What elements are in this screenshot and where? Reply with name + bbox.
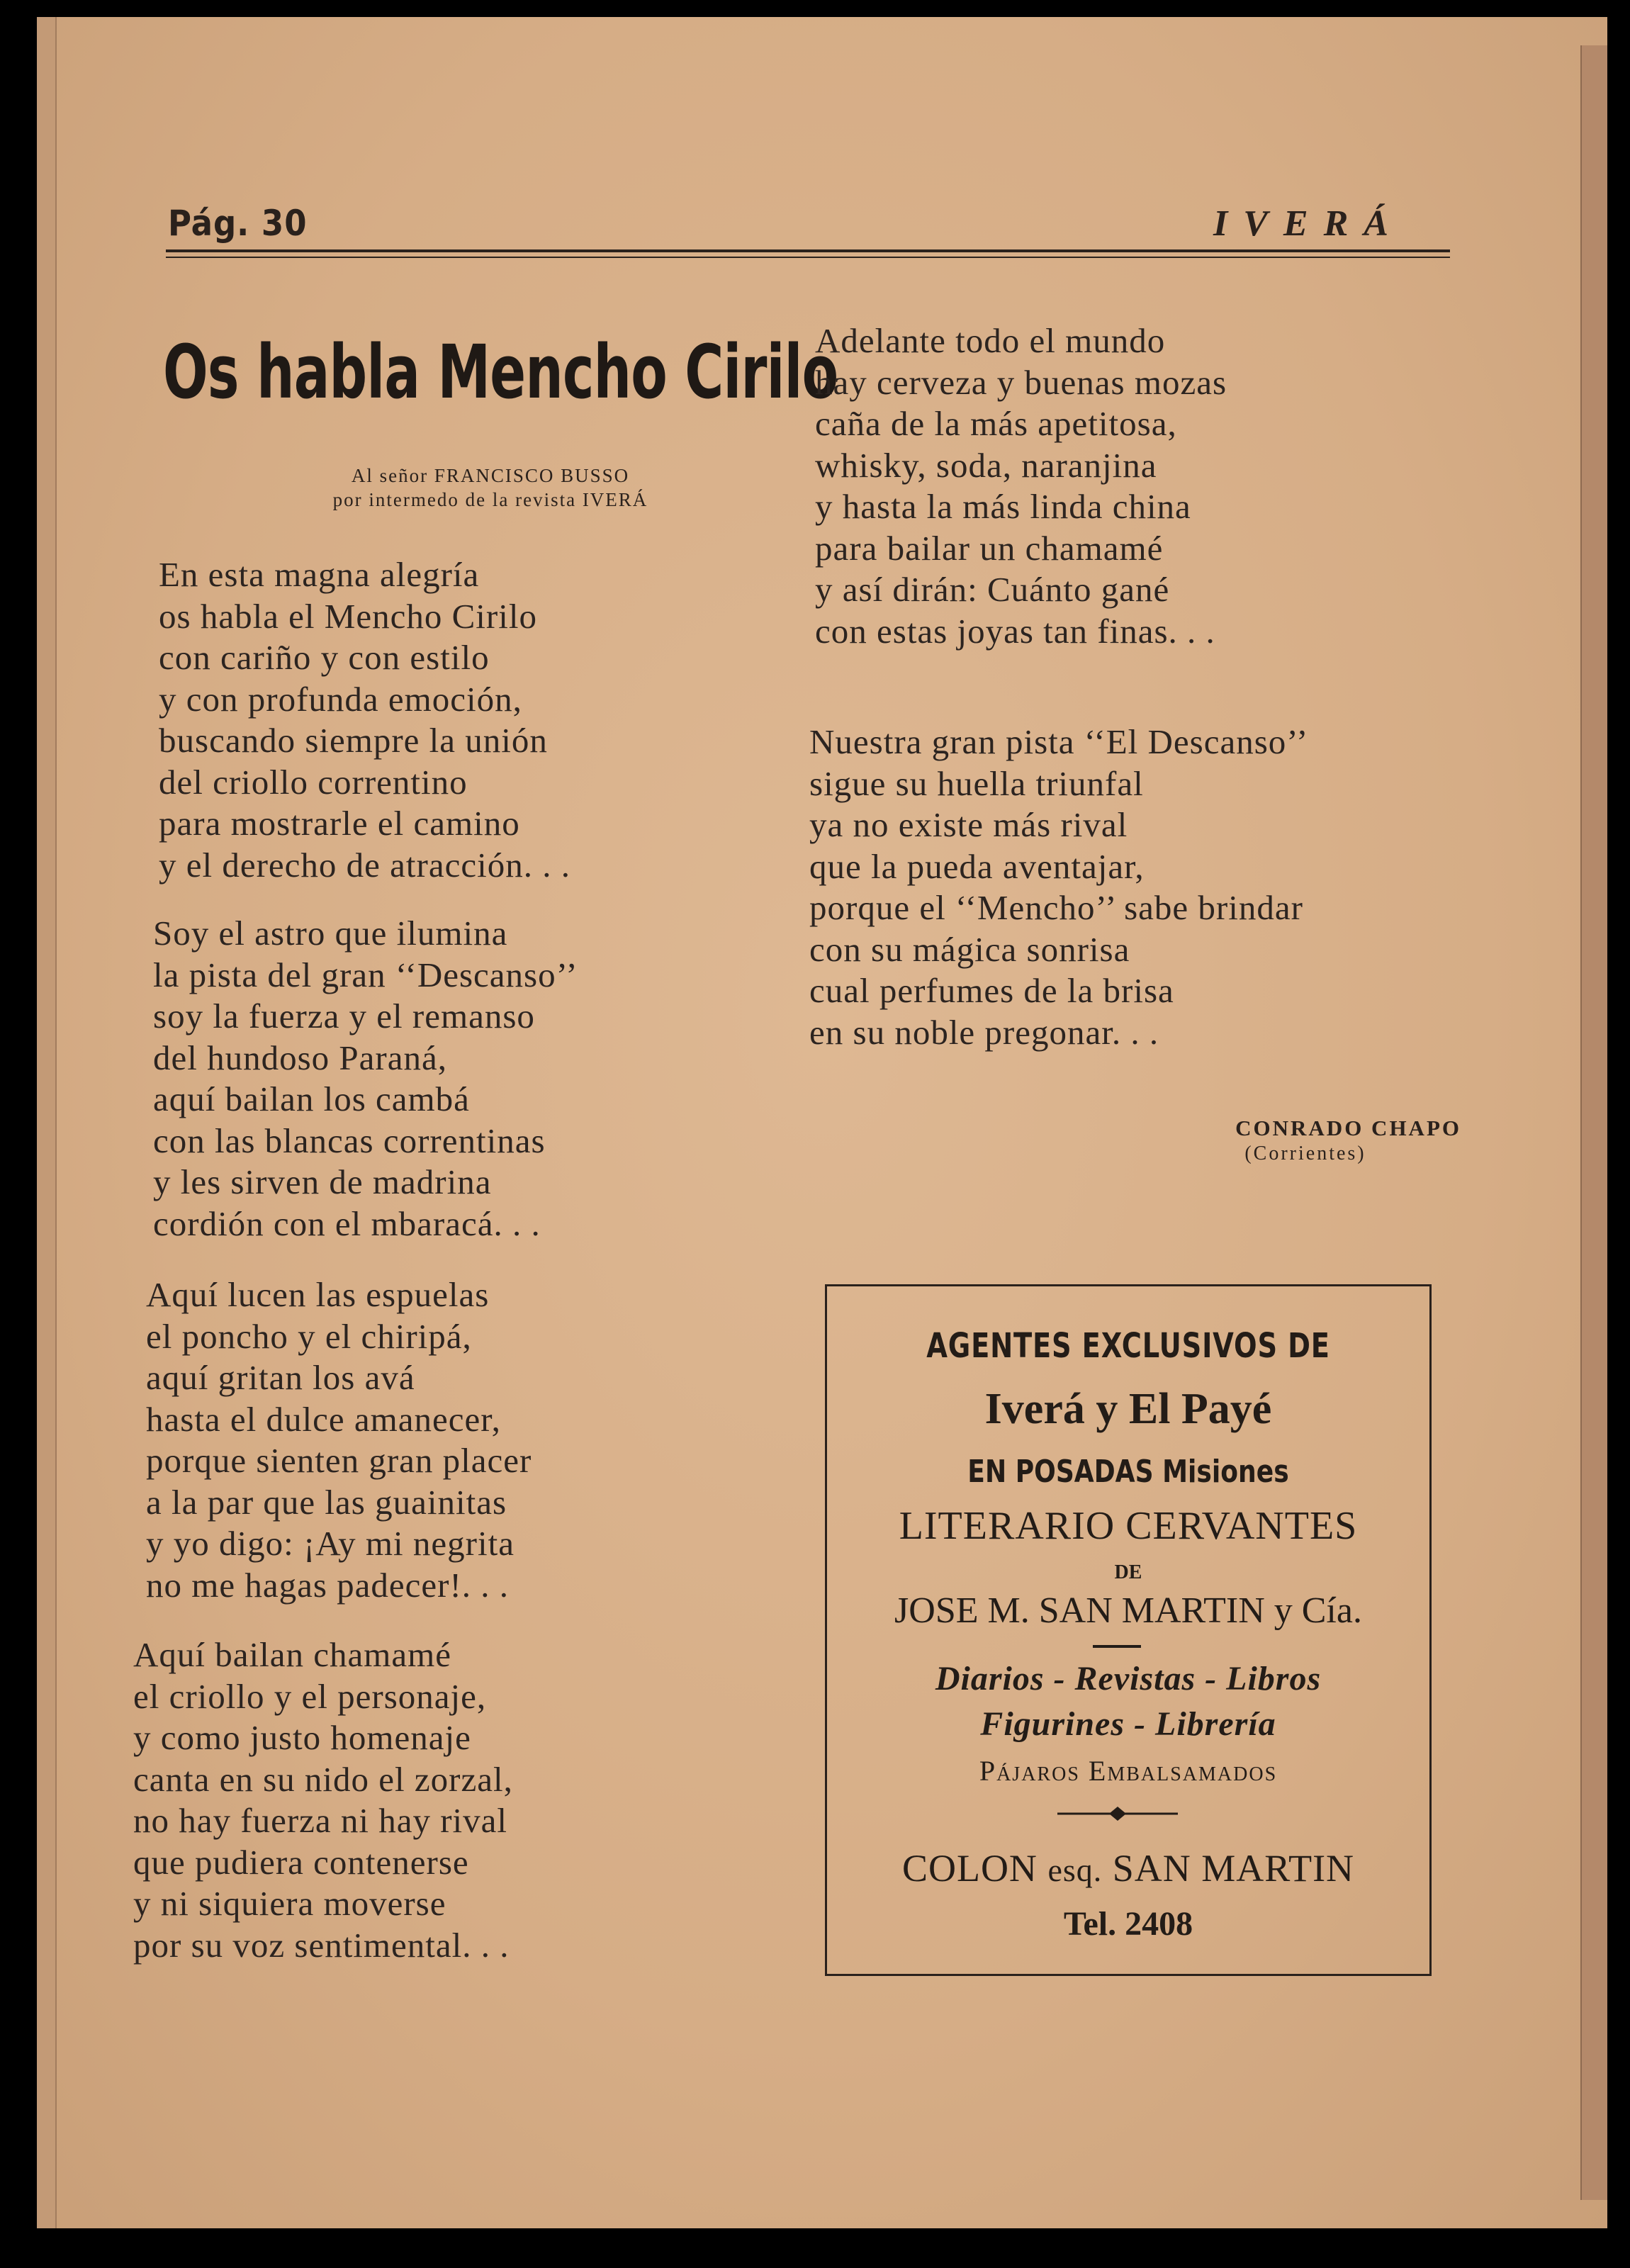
stanza xyxy=(133,1634,513,1966)
ad-location: EN POSADAS Misiones xyxy=(967,1454,1289,1490)
verse-line: canta en su nido el zorzal, xyxy=(133,1759,513,1799)
verse-line: whisky, soda, naranjina xyxy=(815,445,1157,485)
verse-line: no me hagas padecer!. . . xyxy=(146,1565,510,1605)
author-place: (Corrientes) xyxy=(1244,1143,1366,1164)
dedication xyxy=(179,464,802,512)
verse-line: y así dirán: Cuánto gané xyxy=(815,570,1170,609)
verse-line: aquí gritan los avá xyxy=(146,1358,415,1397)
ad-phone: Tel. 2408 xyxy=(1063,1905,1193,1943)
verse-line: con las blancas correntinas xyxy=(153,1121,546,1160)
verse-line: y el derecho de atracción. . . xyxy=(159,845,570,885)
verse-line: hay cerveza y buenas mozas xyxy=(815,362,1227,402)
ad-address-street: COLON xyxy=(901,1847,1038,1890)
verse-line: con estas joyas tan finas. . . xyxy=(815,611,1215,651)
ad-products-line3: Pájaros Embalsamados xyxy=(979,1755,1278,1787)
verse-line: no hay fuerza ni hay rival xyxy=(133,1801,508,1840)
verse-line: cordión con el mbaracá. . . xyxy=(153,1203,541,1243)
page-number: Pág. 30 xyxy=(168,203,308,244)
verse-line: para mostrarle el camino xyxy=(159,804,520,843)
ad-headline: AGENTES EXCLUSIVOS DE xyxy=(926,1326,1330,1366)
stanza xyxy=(146,1274,532,1606)
stanza xyxy=(809,722,1308,1053)
verse-line: para bailar un chamamé xyxy=(815,528,1164,568)
poem-signature xyxy=(1064,1116,1461,1165)
author-name: CONRADO CHAPO xyxy=(1235,1116,1461,1140)
dedication-line: por intermedo de la revista IVERÁ xyxy=(332,489,648,510)
ad-address-corner: esq. xyxy=(1047,1852,1103,1888)
advertisement-box xyxy=(825,1284,1432,1976)
verse-line: por su voz sentimental. . . xyxy=(133,1925,510,1965)
ad-products-line2: Figurines - Librería xyxy=(980,1705,1276,1743)
verse-line: que pudiera contenerse xyxy=(133,1842,469,1882)
verse-line: y ni siquiera moverse xyxy=(133,1884,446,1923)
dedication-line: Al señor FRANCISCO BUSSO xyxy=(351,465,630,486)
verse-line: porque sienten gran placer xyxy=(146,1441,532,1480)
ad-connector: DE xyxy=(1114,1561,1142,1583)
verse-line: y con profunda emoción, xyxy=(159,679,522,719)
magazine-name: IVERÁ xyxy=(1213,203,1404,244)
ad-divider xyxy=(1093,1645,1141,1648)
verse-line: del criollo correntino xyxy=(159,762,468,802)
ad-store-name: LITERARIO CERVANTES xyxy=(899,1504,1358,1548)
ad-owner: JOSE M. SAN MARTIN y Cía. xyxy=(894,1590,1362,1631)
stanza xyxy=(815,320,1227,652)
verse-line: con cariño y con estilo xyxy=(159,638,490,677)
verse-line: en su noble pregonar. . . xyxy=(809,1012,1159,1052)
verse-line: la pista del gran ‘‘Descanso’’ xyxy=(153,955,578,994)
verse-line: porque el ‘‘Mencho’’ sabe brindar xyxy=(809,888,1303,927)
verse-line: En esta magna alegría xyxy=(159,555,480,594)
verse-line: caña de la más apetitosa, xyxy=(815,404,1177,443)
verse-line: cual perfumes de la brisa xyxy=(809,971,1174,1010)
verse-line: que la pueda aventajar, xyxy=(809,846,1145,886)
verse-line: hasta el dulce amanecer, xyxy=(146,1399,501,1439)
stanza xyxy=(153,913,578,1245)
diamond-ornament-icon xyxy=(1057,1805,1178,1822)
verse-line: ya no existe más rival xyxy=(809,805,1128,844)
verse-line: aquí bailan los cambá xyxy=(153,1079,470,1118)
verse-line: sigue su huella triunfal xyxy=(809,763,1144,803)
verse-line: a la par que las guainitas xyxy=(146,1482,507,1522)
verse-line: y les sirven de madrina xyxy=(153,1162,492,1201)
header-rule xyxy=(166,249,1450,252)
page-gutter xyxy=(37,17,57,2228)
ad-publications: Iverá y El Payé xyxy=(984,1385,1272,1433)
verse-line: soy la fuerza y el remanso xyxy=(153,997,535,1035)
verse-line: Nuestra gran pista ‘‘El Descanso’’ xyxy=(809,722,1309,761)
ad-address xyxy=(827,1846,1429,1890)
verse-line: el poncho y el chiripá, xyxy=(146,1316,472,1356)
verse-line: Adelante todo el mundo xyxy=(815,321,1166,360)
verse-line: con su mágica sonrisa xyxy=(809,929,1130,969)
verse-line: el criollo y el personaje, xyxy=(133,1676,487,1716)
verse-line: buscando siempre la unión xyxy=(159,721,548,760)
article-title: Os habla Mencho Cirilo xyxy=(163,329,838,415)
next-page-edge xyxy=(1580,45,1607,2200)
verse-line: y hasta la más linda china xyxy=(815,487,1191,526)
verse-line: del hundoso Paraná, xyxy=(153,1038,447,1077)
verse-line: y yo digo: ¡Ay mi negrita xyxy=(146,1524,515,1563)
ad-address-cross-street: SAN MARTIN xyxy=(1112,1847,1355,1890)
stanza xyxy=(159,554,570,886)
verse-line: Aquí bailan chamamé xyxy=(133,1635,451,1674)
verse-line: Soy el astro que ilumina xyxy=(153,914,508,953)
ad-products-line1: Diarios - Revistas - Libros xyxy=(935,1660,1322,1697)
verse-line: os habla el Mencho Cirilo xyxy=(159,596,537,636)
verse-line: Aquí lucen las espuelas xyxy=(146,1275,490,1314)
header-rule-thin xyxy=(166,257,1450,258)
magazine-page xyxy=(37,17,1607,2228)
verse-line: y como justo homenaje xyxy=(133,1718,471,1757)
